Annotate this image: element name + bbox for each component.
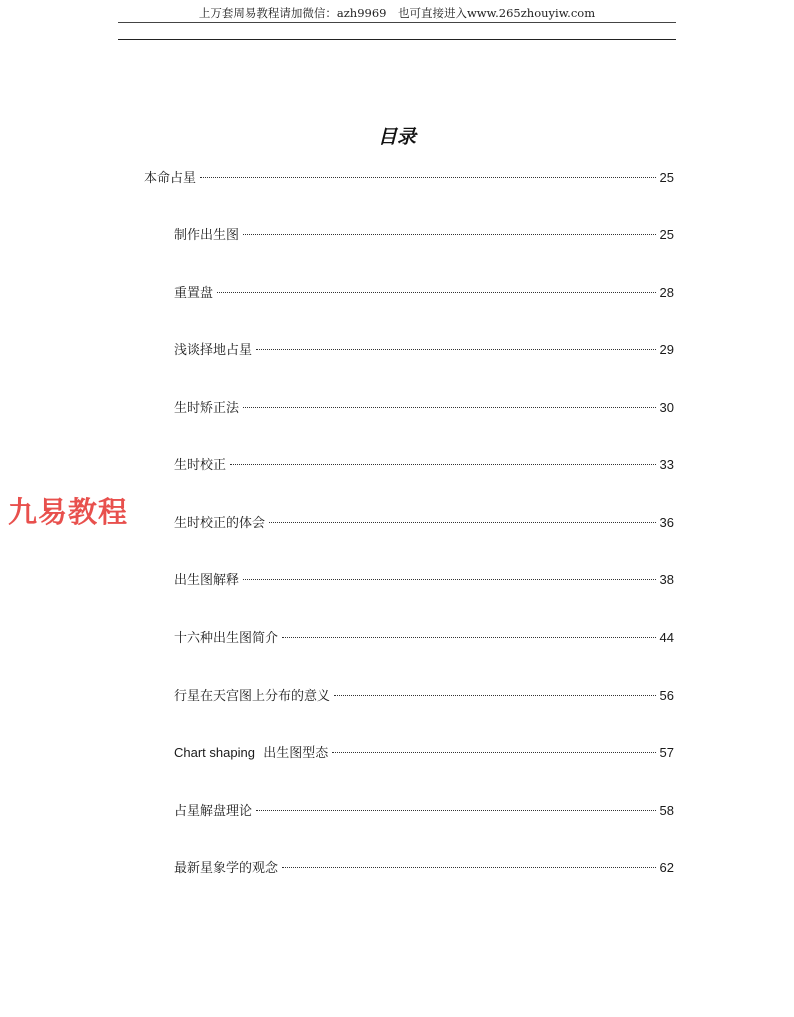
toc-entry[interactable] xyxy=(174,743,674,763)
dot-leader xyxy=(334,695,656,696)
toc-entry-label: 制作出生图 xyxy=(174,228,240,243)
toc-title: 目录 xyxy=(377,126,416,148)
toc-entry-label: 生时校正 xyxy=(174,458,227,473)
toc-entry-label: 重置盘 xyxy=(174,286,214,301)
dot-leader xyxy=(200,177,656,178)
watermark-logo: 九易教程 xyxy=(8,495,129,529)
toc-entry-page: 44 xyxy=(659,630,674,645)
dot-leader xyxy=(230,464,656,465)
toc-entry-label: 最新星象学的观念 xyxy=(174,861,279,876)
toc-entry-page: 62 xyxy=(659,860,674,875)
dot-leader xyxy=(256,349,656,350)
toc-entry[interactable] xyxy=(174,686,674,706)
toc-entry-label-cjk: 出生图型态 xyxy=(263,746,329,761)
toc-entry-page: 29 xyxy=(659,342,674,357)
toc-entry-page: 30 xyxy=(659,400,674,415)
toc-entry-page: 33 xyxy=(659,457,674,472)
toc-entry-page: 25 xyxy=(659,170,674,185)
dot-leader xyxy=(332,752,655,753)
toc-entry-page: 25 xyxy=(659,227,674,242)
toc-entry-page: 57 xyxy=(659,745,674,760)
toc-entry-label: 生时校正的体会 xyxy=(174,516,266,531)
toc-entry-label-latin: Chart shaping xyxy=(174,745,255,760)
toc-entry-label xyxy=(174,743,328,764)
toc-entry-label: 占星解盘理论 xyxy=(174,804,253,819)
toc-entry[interactable] xyxy=(174,455,674,475)
toc-entry[interactable] xyxy=(174,283,674,303)
dot-leader xyxy=(217,292,656,293)
toc-entry-label: 行星在天宫图上分布的意义 xyxy=(174,689,331,704)
toc-entry-label: 十六种出生图简介 xyxy=(174,631,279,646)
toc-entry-page: 36 xyxy=(659,515,674,530)
toc-entry[interactable] xyxy=(174,398,674,418)
toc-entry-page: 56 xyxy=(659,688,674,703)
toc-entry-label: 本命占星 xyxy=(144,171,197,186)
toc-entry[interactable] xyxy=(174,570,674,590)
toc-entry-label: 生时矫正法 xyxy=(174,401,240,416)
header-rule xyxy=(118,39,676,40)
dot-leader xyxy=(269,522,656,523)
toc-entry[interactable] xyxy=(174,225,674,245)
toc-entry[interactable] xyxy=(174,513,674,533)
toc-entry[interactable] xyxy=(174,858,674,878)
dot-leader xyxy=(243,579,656,580)
toc-entry[interactable] xyxy=(174,801,674,821)
header-divider xyxy=(118,22,676,23)
toc-entry-label: 浅谈择地占星 xyxy=(174,343,253,358)
toc-entry[interactable] xyxy=(144,168,674,188)
page-header-text: 上万套周易教程请加微信：azh9969 也可直接进入www.265zhouyiw.com xyxy=(198,6,596,20)
dot-leader xyxy=(256,810,656,811)
dot-leader xyxy=(282,867,656,868)
dot-leader xyxy=(243,234,656,235)
toc-entry-page: 58 xyxy=(659,803,674,818)
toc-entry-label: 出生图解释 xyxy=(174,573,240,588)
toc-entry-page: 38 xyxy=(659,572,674,587)
toc-entry[interactable] xyxy=(174,628,674,648)
toc-entry[interactable] xyxy=(174,340,674,360)
dot-leader xyxy=(282,637,656,638)
dot-leader xyxy=(243,407,656,408)
toc-entry-page: 28 xyxy=(659,285,674,300)
